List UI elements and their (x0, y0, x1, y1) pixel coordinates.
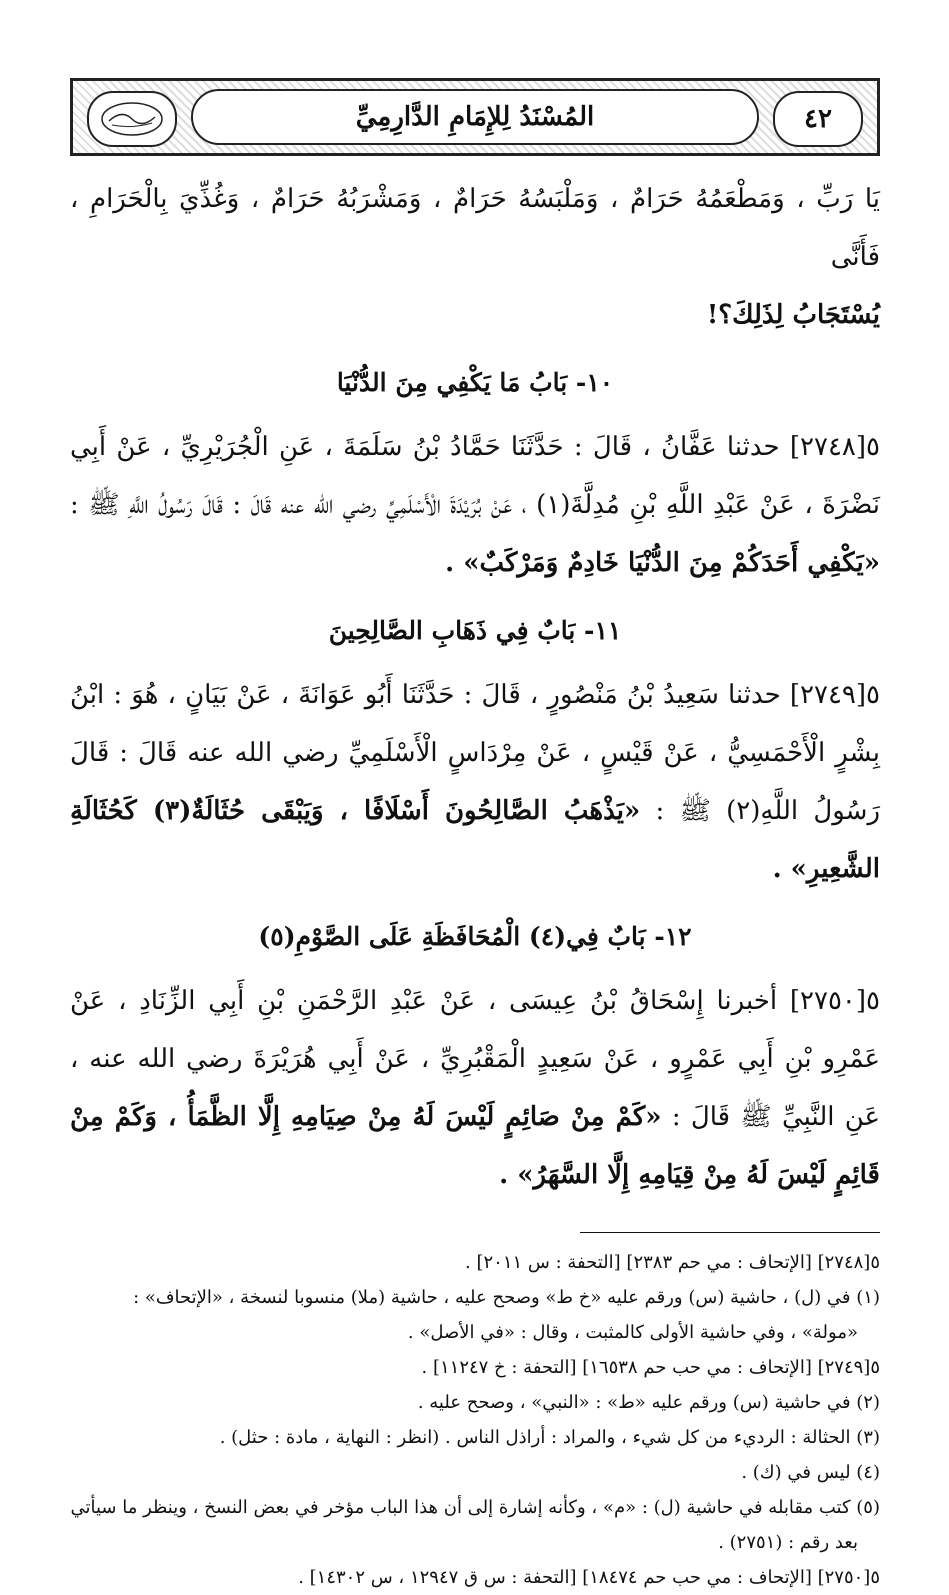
footnote: (٢) في حاشية (س) ورقم عليه «ط» : «النبي» ، وصحح عليه . (417, 1392, 880, 1413)
book-title: المُسْنَدُ لِلإِمَامِ الدَّارِمِيِّ (355, 102, 595, 132)
hadith-matn: «كَمْ مِنْ صَائِمٍ لَيْسَ لَهُ مِنْ صِيَامِهِ إِلَّا الظَّمَأُ ، وَكَمْ مِنْ قَائِمٍ لَيْسَ لَهُ مِنْ قِيَامِهِ إِلَّا السَّهَرُ» . (70, 1102, 880, 1190)
footnote: بعد رقم : (٢٧٥١) . (718, 1532, 858, 1553)
continuation-line-2: يُسْتَجَابُ لِذَلِكَ؟! (706, 300, 880, 330)
footnote: (٤) ليس في (ك) . (741, 1462, 880, 1483)
hadith-2749 (70, 666, 880, 898)
continuation-line-1: يَا رَبِّ ، وَمَطْعَمُهُ حَرَامٌ ، وَمَلْبَسُهُ حَرَامٌ ، وَمَشْرَبُهُ حَرَامٌ ، وَغُذِّيَ بِالْحَرَامِ ، فَأَنَّى (70, 184, 880, 272)
main-text (70, 170, 880, 1204)
header-title-frame (191, 89, 759, 145)
seal-icon (87, 91, 177, 147)
chapter-heading-10: ١٠- بَابُ مَا يَكْفِي مِنَ الدُّنْيَا (336, 368, 614, 397)
hadith-matn: «يَذْهَبُ الصَّالِحُونَ أَسْلَافًا ، وَيَبْقَى حُثَالَةٌ(٣) كَحُثَالَةِ الشَّعِيرِ» . (70, 796, 880, 884)
hadith-number: ٥[٢٧٥٠] (789, 986, 880, 1016)
footnote: ٥[٢٧٤٨] [الإتحاف : مي حم ٢٣٨٣] [التحفة : س ٢٠١١] . (465, 1252, 880, 1273)
footnote: «مولة» ، وفي حاشية الأولى كالمثبت ، وقال : «في الأصل» . (407, 1322, 858, 1343)
page (70, 78, 881, 1588)
hadith-isnad: أخبرنا إِسْحَاقُ بْنُ عِيسَى ، عَنْ عَبْدِ الرَّحْمَنِ بْنِ أَبِي الزِّنَادِ ، عَنْ عَمْرِو بْنِ أَبِي عَمْرٍو ، عَنْ سَعِيدٍ الْمَقْبُرِيِّ ، عَنْ أَبِي هُرَيْرَةَ رضي الله عنه ، عَنِ النَّبِيِّ ﷺ قَالَ : (70, 986, 881, 1132)
hadith-number: ٥[٢٧٤٩] (789, 680, 881, 710)
hadith-isnad: حدثنا سَعِيدُ بْنُ مَنْصُورٍ ، قَالَ : حَدَّثَنَا أَبُو عَوَانَةَ ، عَنْ بَيَانٍ ، هُوَ : ابْنُ بِشْرٍ الْأَحْمَسِيُّ ، عَنْ قَيْسٍ ، عَنْ مِرْدَاسٍ الْأَسْلَمِيِّ رضي الله عنه قَالَ : قَالَ رَسُولُ اللَّهِ(٢) ﷺ : (70, 680, 880, 826)
hadith-2750 (70, 972, 880, 1204)
chapter-heading-11: ١١- بَابٌ فِي ذَهَابِ الصَّالِحِينَ (328, 616, 622, 645)
page-header (70, 78, 880, 156)
footnote: (١) في (ل) ، حاشية (س) ورقم عليه «خ ط» وصحح عليه ، حاشية (ملا) منسوبا لنسخة ، «الإتحاف» : (133, 1287, 880, 1308)
page-number: ٤٢ (773, 91, 863, 147)
hadith-2748 (70, 418, 880, 592)
hadith-number: ٥[٢٧٤٨] (789, 432, 880, 462)
footnote: ٥[٢٧٥٠] [الإتحاف : مي حب حم ١٨٤٧٤] [التحفة : س ق ١٢٩٤٧ ، س ١٤٣٠٢] . (298, 1567, 880, 1588)
footnote-separator (580, 1232, 880, 1233)
footnote: (٣) الحثالة : الرديء من كل شيء ، والمراد : أراذل الناس . (انظر : النهاية ، مادة : حثل) . (219, 1427, 880, 1448)
hadith-isnad: حدثنا عَفَّانُ ، قَالَ : حَدَّثَنَا حَمَّادُ بْنُ سَلَمَةَ ، عَنِ الْجُرَيْرِيِّ ، عَنْ أَبِي نَضْرَةَ ، عَنْ عَبْدِ اللَّهِ بْنِ مُدِلَّةَ(١) ، عَنْ بُرَيْدَةَ الْأَسْلَمِيِّ رضي الله عنه قَالَ : قَالَ رَسُولُ اللَّهِ ﷺ : (70, 432, 881, 520)
chapter-heading-12: ١٢- بَابٌ فِي(٤) الْمُحَافَظَةِ عَلَى الصَّوْمِ(٥) (258, 922, 692, 951)
footnote: (٥) كتب مقابله في حاشية (ل) : «م» ، وكأنه إشارة إلى أن هذا الباب مؤخر في بعض النسخ ، وينظر ما سيأتي (70, 1497, 880, 1518)
footnotes (70, 1245, 880, 1595)
hadith-matn: «يَكْفِي أَحَدَكُمْ مِنَ الدُّنْيَا خَادِمٌ وَمَرْكَبٌ» . (445, 548, 880, 578)
footnote: ٥[٢٧٤٩] [الإتحاف : مي حب حم ١٦٥٣٨] [التحفة : خ ١١٢٤٧] . (421, 1357, 880, 1378)
